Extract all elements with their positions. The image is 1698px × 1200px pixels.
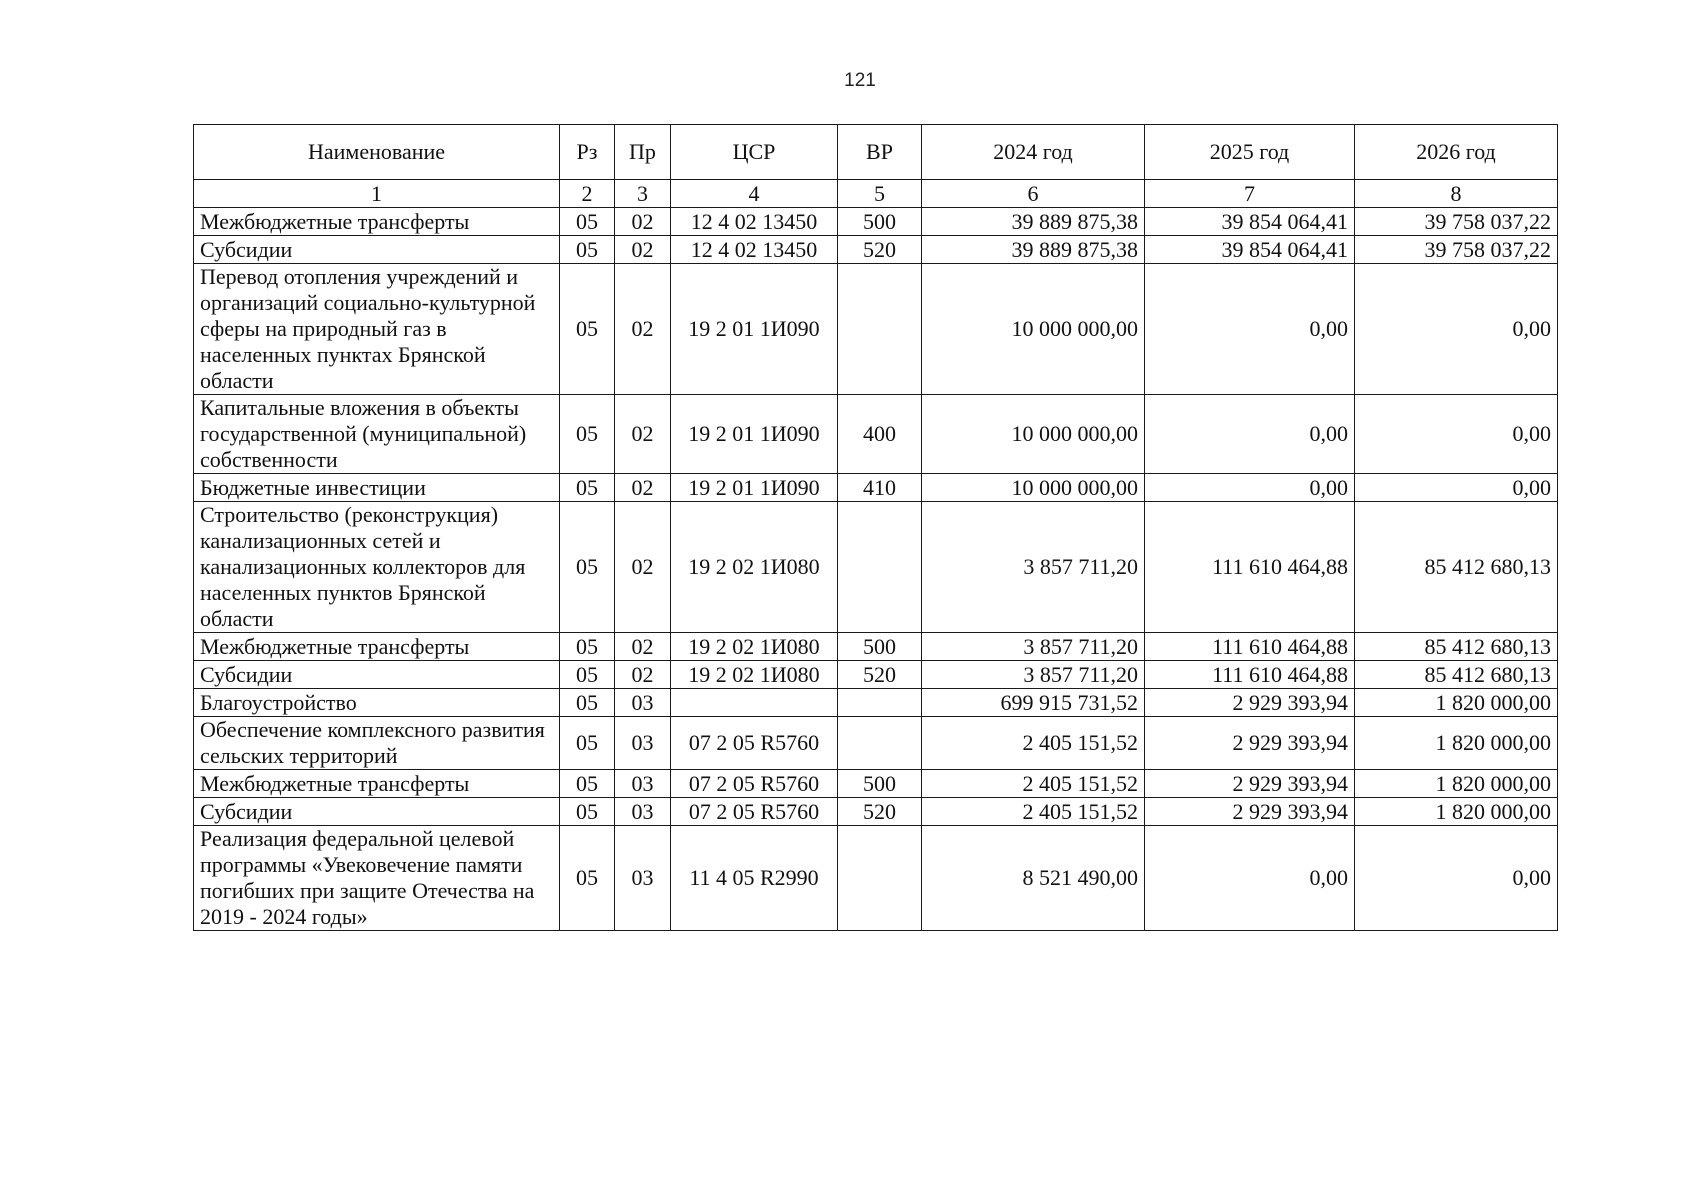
row-name-cell: Капитальные вложения в объекты государственной (муниципальной) собственности [194, 395, 560, 474]
row-pr-cell: 03 [615, 717, 671, 770]
row-rz-cell: 05 [560, 395, 615, 474]
row-2024-cell: 10 000 000,00 [922, 395, 1145, 474]
row-2025-cell: 0,00 [1145, 474, 1355, 502]
header-csr: ЦСР [671, 125, 838, 180]
table-row [194, 208, 1558, 236]
row-vr-cell [838, 502, 922, 633]
row-2024-cell: 39 889 875,38 [922, 208, 1145, 236]
row-2025-cell: 0,00 [1145, 264, 1355, 395]
row-rz-cell: 05 [560, 264, 615, 395]
row-name-cell: Межбюджетные трансферты [194, 633, 560, 661]
row-name-cell: Обеспечение комплексного развития сельских территорий [194, 717, 560, 770]
row-csr-cell: 19 2 02 1И080 [671, 502, 838, 633]
row-vr-cell: 410 [838, 474, 922, 502]
header-2024: 2024 год [922, 125, 1145, 180]
row-pr-cell: 02 [615, 502, 671, 633]
row-2025-cell: 0,00 [1145, 395, 1355, 474]
row-csr-cell: 19 2 01 1И090 [671, 395, 838, 474]
table-row [194, 633, 1558, 661]
row-name-cell: Бюджетные инвестиции [194, 474, 560, 502]
row-2026-cell: 0,00 [1355, 826, 1558, 931]
row-rz-cell: 05 [560, 661, 615, 689]
header-2026: 2026 год [1355, 125, 1558, 180]
row-rz-cell: 05 [560, 770, 615, 798]
table-row [194, 717, 1558, 770]
page-number: 121 [844, 70, 876, 91]
row-csr-cell: 12 4 02 13450 [671, 208, 838, 236]
table-row [194, 798, 1558, 826]
column-number: 4 [671, 180, 838, 208]
row-rz-cell: 05 [560, 236, 615, 264]
row-rz-cell: 05 [560, 826, 615, 931]
row-rz-cell: 05 [560, 689, 615, 717]
column-number: 3 [615, 180, 671, 208]
row-2026-cell: 85 412 680,13 [1355, 502, 1558, 633]
row-2025-cell: 0,00 [1145, 826, 1355, 931]
row-2026-cell: 39 758 037,22 [1355, 236, 1558, 264]
row-name-cell: Реализация федеральной целевой программы «Увековечение памяти погибших при защите Отечества на 2019 - 2024 годы» [194, 826, 560, 931]
row-rz-cell: 05 [560, 208, 615, 236]
row-2024-cell: 2 405 151,52 [922, 717, 1145, 770]
row-pr-cell: 02 [615, 633, 671, 661]
table-body [194, 208, 1558, 931]
row-pr-cell: 02 [615, 474, 671, 502]
row-name-cell: Межбюджетные трансферты [194, 770, 560, 798]
row-2024-cell: 3 857 711,20 [922, 633, 1145, 661]
row-2025-cell: 2 929 393,94 [1145, 798, 1355, 826]
row-2024-cell: 39 889 875,38 [922, 236, 1145, 264]
table-row [194, 395, 1558, 474]
row-name-cell: Перевод отопления учреждений и организаций социально-культурной сферы на природный газ в населенных пунктах Брянской области [194, 264, 560, 395]
table-row [194, 770, 1558, 798]
row-vr-cell: 500 [838, 770, 922, 798]
row-name-cell: Субсидии [194, 236, 560, 264]
row-2026-cell: 85 412 680,13 [1355, 661, 1558, 689]
row-csr-cell: 19 2 01 1И090 [671, 474, 838, 502]
table-row [194, 826, 1558, 931]
header-rz: Рз [560, 125, 615, 180]
row-vr-cell: 520 [838, 798, 922, 826]
row-pr-cell: 02 [615, 208, 671, 236]
header-vr: ВР [838, 125, 922, 180]
row-pr-cell: 02 [615, 236, 671, 264]
row-csr-cell [671, 689, 838, 717]
row-2025-cell: 2 929 393,94 [1145, 770, 1355, 798]
column-number-row [194, 180, 1558, 208]
row-csr-cell: 07 2 05 R5760 [671, 770, 838, 798]
row-2026-cell: 85 412 680,13 [1355, 633, 1558, 661]
row-2026-cell: 0,00 [1355, 474, 1558, 502]
row-csr-cell: 19 2 02 1И080 [671, 661, 838, 689]
row-2026-cell: 0,00 [1355, 264, 1558, 395]
row-2024-cell: 2 405 151,52 [922, 798, 1145, 826]
row-2025-cell: 39 854 064,41 [1145, 236, 1355, 264]
row-csr-cell: 12 4 02 13450 [671, 236, 838, 264]
table-row [194, 689, 1558, 717]
row-csr-cell: 19 2 01 1И090 [671, 264, 838, 395]
row-vr-cell [838, 689, 922, 717]
row-rz-cell: 05 [560, 502, 615, 633]
row-pr-cell: 03 [615, 689, 671, 717]
row-rz-cell: 05 [560, 474, 615, 502]
row-pr-cell: 03 [615, 826, 671, 931]
row-rz-cell: 05 [560, 798, 615, 826]
row-2025-cell: 39 854 064,41 [1145, 208, 1355, 236]
row-2026-cell: 0,00 [1355, 395, 1558, 474]
row-csr-cell: 07 2 05 R5760 [671, 717, 838, 770]
row-name-cell: Строительство (реконструкция) канализационных сетей и канализационных коллекторов для населенных пунктов Брянской области [194, 502, 560, 633]
budget-table [193, 124, 1558, 931]
row-pr-cell: 03 [615, 770, 671, 798]
row-csr-cell: 19 2 02 1И080 [671, 633, 838, 661]
row-2025-cell: 111 610 464,88 [1145, 661, 1355, 689]
row-csr-cell: 07 2 05 R5760 [671, 798, 838, 826]
row-name-cell: Межбюджетные трансферты [194, 208, 560, 236]
row-2026-cell: 39 758 037,22 [1355, 208, 1558, 236]
row-vr-cell [838, 264, 922, 395]
row-pr-cell: 02 [615, 264, 671, 395]
table-row [194, 236, 1558, 264]
row-vr-cell: 520 [838, 661, 922, 689]
row-2024-cell: 10 000 000,00 [922, 264, 1145, 395]
row-2025-cell: 111 610 464,88 [1145, 633, 1355, 661]
table-row [194, 661, 1558, 689]
row-2026-cell: 1 820 000,00 [1355, 689, 1558, 717]
column-number: 1 [194, 180, 560, 208]
row-2026-cell: 1 820 000,00 [1355, 798, 1558, 826]
table-row [194, 474, 1558, 502]
row-2026-cell: 1 820 000,00 [1355, 717, 1558, 770]
row-rz-cell: 05 [560, 717, 615, 770]
row-vr-cell: 520 [838, 236, 922, 264]
row-rz-cell: 05 [560, 633, 615, 661]
row-pr-cell: 03 [615, 798, 671, 826]
header-row [194, 125, 1558, 180]
column-number: 6 [922, 180, 1145, 208]
column-number: 5 [838, 180, 922, 208]
row-2025-cell: 2 929 393,94 [1145, 689, 1355, 717]
row-vr-cell [838, 717, 922, 770]
row-vr-cell: 500 [838, 208, 922, 236]
row-vr-cell: 500 [838, 633, 922, 661]
header-pr: Пр [615, 125, 671, 180]
table-row [194, 502, 1558, 633]
row-pr-cell: 02 [615, 395, 671, 474]
column-number: 7 [1145, 180, 1355, 208]
row-name-cell: Благоустройство [194, 689, 560, 717]
row-name-cell: Субсидии [194, 798, 560, 826]
column-number: 8 [1355, 180, 1558, 208]
row-2025-cell: 2 929 393,94 [1145, 717, 1355, 770]
column-number: 2 [560, 180, 615, 208]
row-vr-cell [838, 826, 922, 931]
row-pr-cell: 02 [615, 661, 671, 689]
row-2024-cell: 3 857 711,20 [922, 661, 1145, 689]
row-name-cell: Субсидии [194, 661, 560, 689]
row-2025-cell: 111 610 464,88 [1145, 502, 1355, 633]
row-2024-cell: 10 000 000,00 [922, 474, 1145, 502]
row-2024-cell: 8 521 490,00 [922, 826, 1145, 931]
row-2024-cell: 2 405 151,52 [922, 770, 1145, 798]
row-csr-cell: 11 4 05 R2990 [671, 826, 838, 931]
table-row [194, 264, 1558, 395]
row-2026-cell: 1 820 000,00 [1355, 770, 1558, 798]
row-2024-cell: 3 857 711,20 [922, 502, 1145, 633]
row-vr-cell: 400 [838, 395, 922, 474]
header-name: Наименование [194, 125, 560, 180]
row-2024-cell: 699 915 731,52 [922, 689, 1145, 717]
header-2025: 2025 год [1145, 125, 1355, 180]
